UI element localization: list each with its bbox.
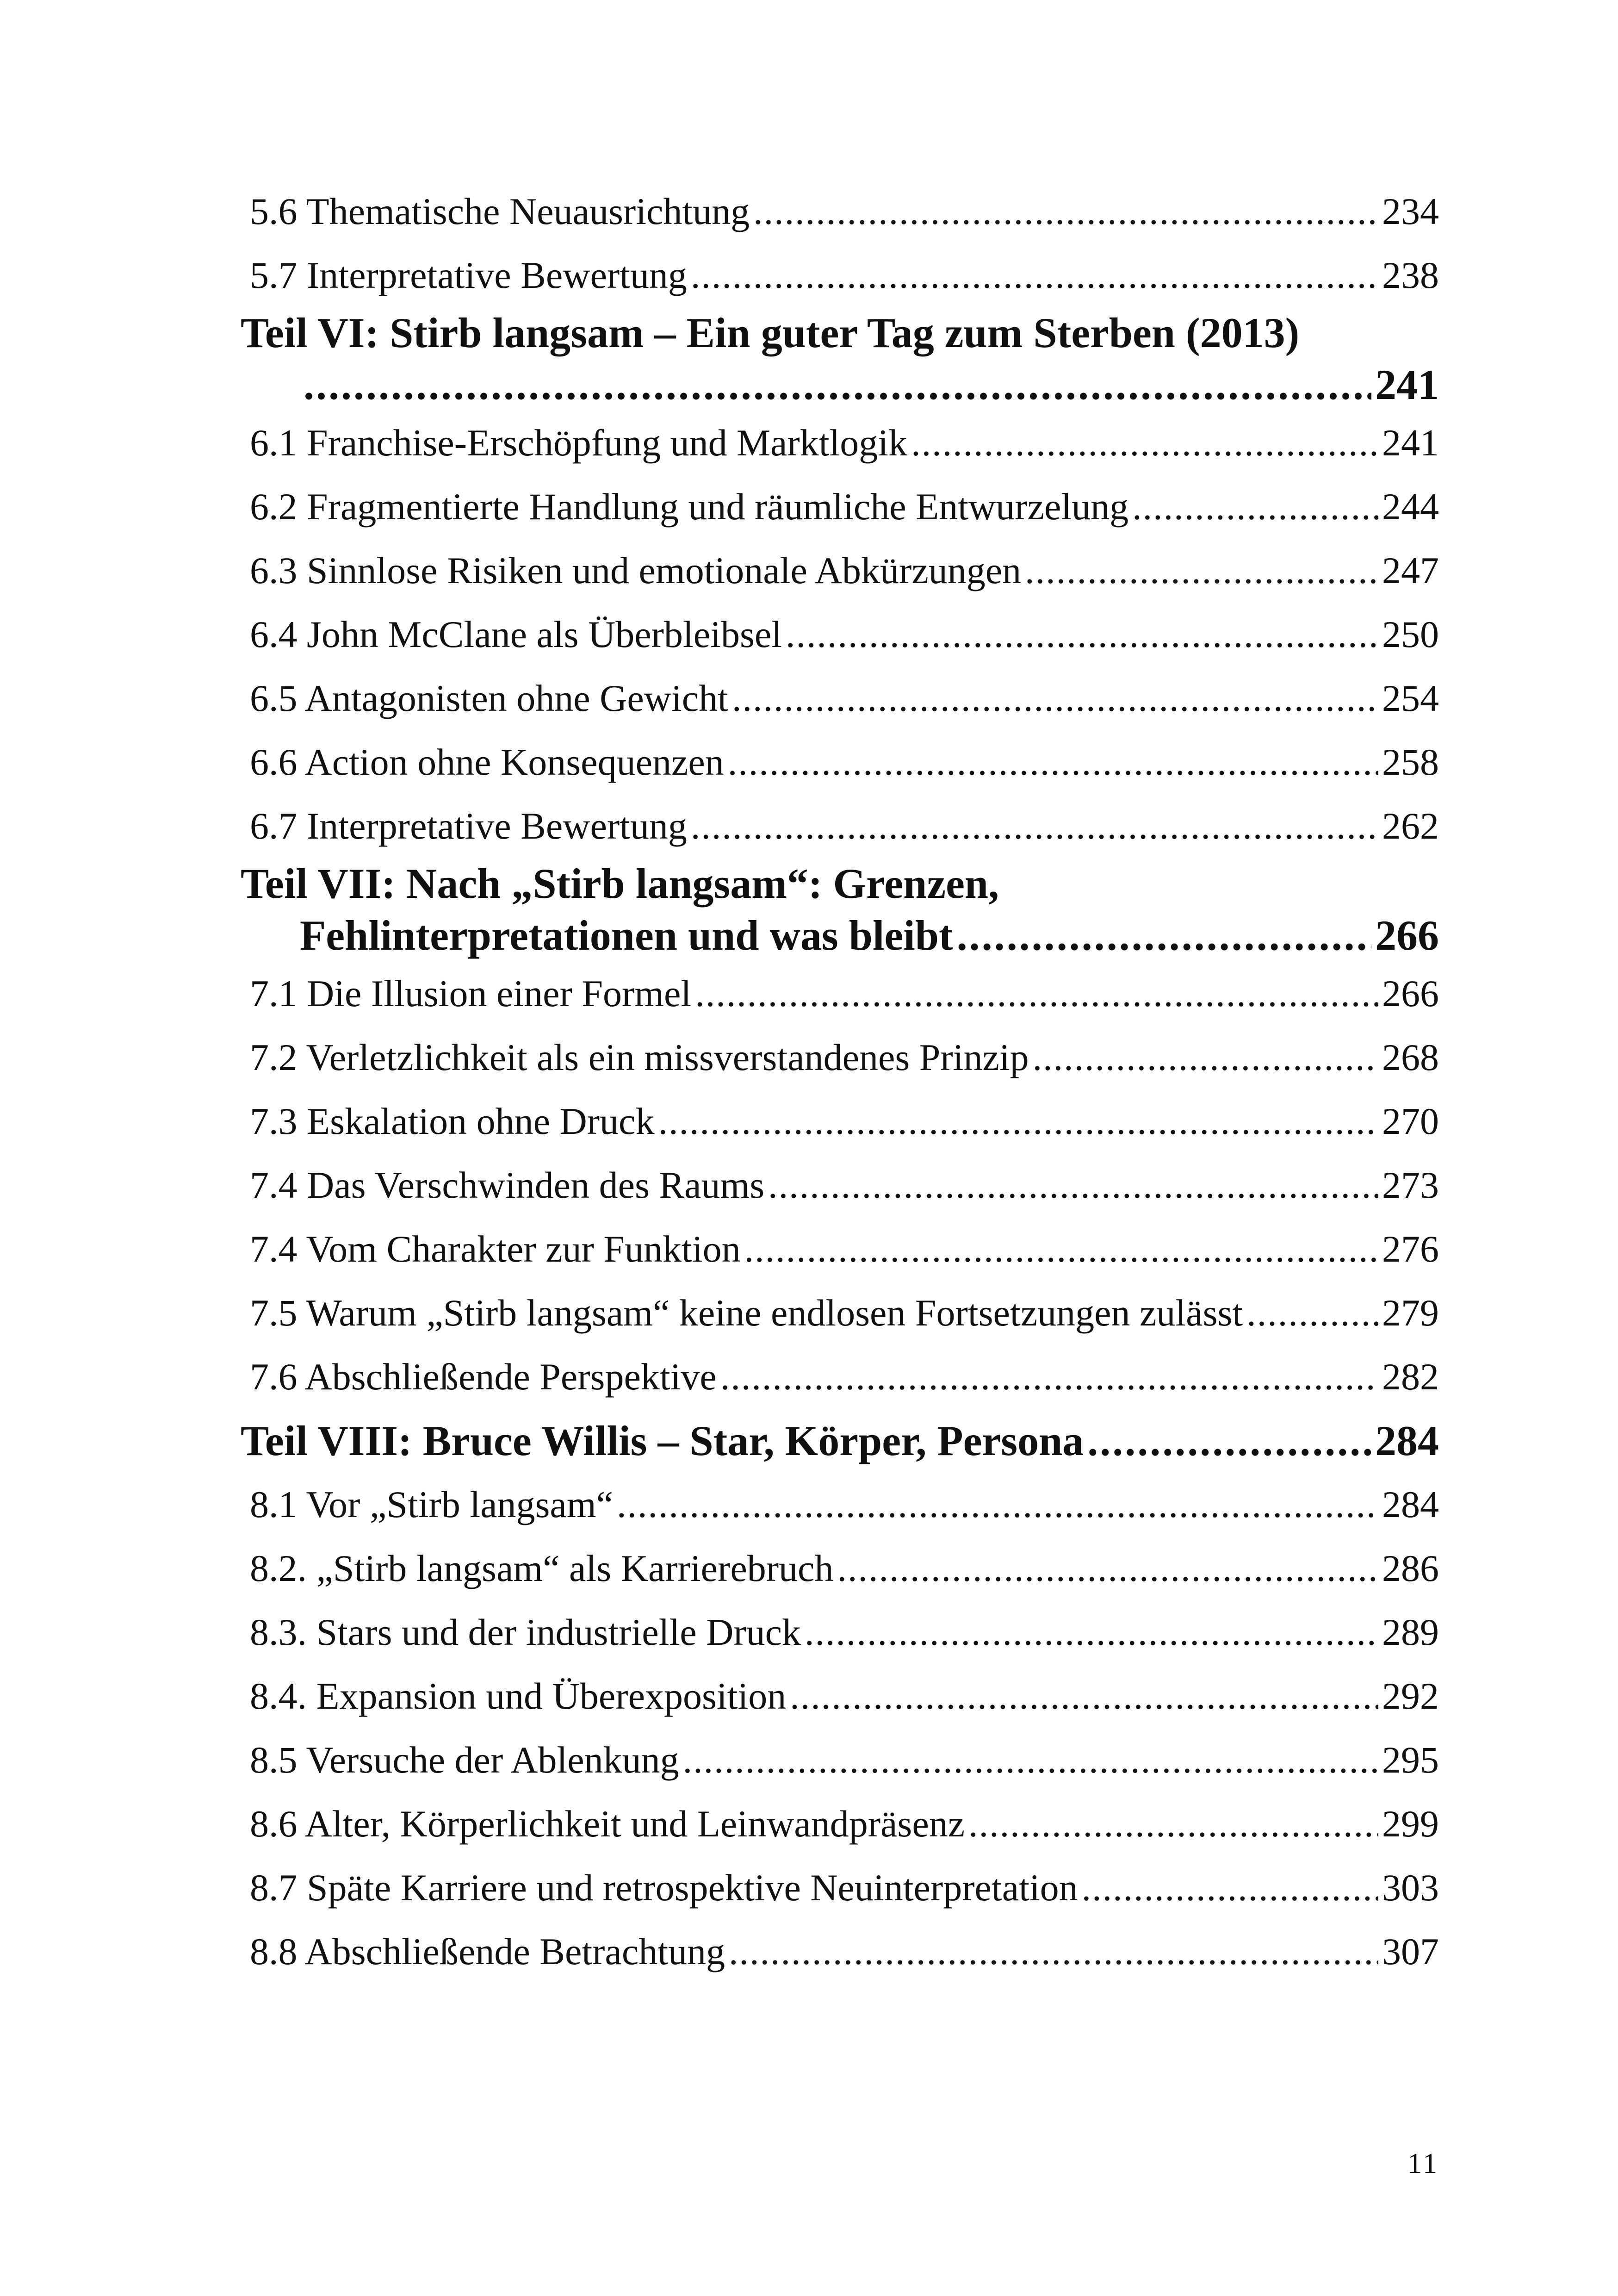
dot-leader [1025, 539, 1378, 603]
toc-entry[interactable] [241, 1217, 1439, 1281]
dot-leader [617, 1473, 1378, 1537]
toc-entry-page: 270 [1382, 1100, 1439, 1142]
toc-entry-page: 292 [1382, 1675, 1439, 1717]
toc-entry-title: 6.6 Action ohne Konsequenzen [250, 741, 724, 783]
toc-entry[interactable] [241, 1600, 1439, 1664]
dot-leader [695, 962, 1378, 1026]
toc-entry-title: 8.2. „Stirb langsam“ als Karrierebruch [250, 1547, 834, 1589]
toc-entry-title: 8.7 Späte Karriere und retrospektive Neuinterpretation [250, 1867, 1078, 1909]
dot-leader [1082, 1856, 1378, 1920]
toc-entry-page: 295 [1382, 1739, 1439, 1781]
toc-entry-page: 238 [1382, 254, 1439, 296]
toc-entry-page: 250 [1382, 613, 1439, 655]
toc-entry-title: 6.3 Sinnlose Risiken und emotionale Abkürzungen [250, 549, 1022, 591]
toc-entry-title: 8.6 Alter, Körperlichkeit und Leinwandpräsenz [250, 1803, 965, 1845]
dot-leader [732, 666, 1378, 730]
toc-entry[interactable] [241, 1473, 1439, 1537]
toc-entry[interactable] [241, 475, 1439, 539]
dot-leader [683, 1728, 1378, 1792]
dot-leader [837, 1537, 1378, 1600]
dot-leader [753, 180, 1378, 243]
dot-leader [1246, 1281, 1378, 1345]
toc-entry-title: 6.7 Interpretative Bewertung [250, 805, 687, 847]
dot-leader [658, 1089, 1378, 1153]
toc-entry-page: 258 [1382, 741, 1439, 783]
toc-entry-page: 307 [1382, 1930, 1439, 1972]
part-heading-line [241, 359, 1439, 411]
toc-entry-page: 273 [1382, 1164, 1439, 1206]
toc-entry-page: 254 [1382, 677, 1439, 719]
toc-entry-page: 299 [1382, 1803, 1439, 1845]
toc-entry[interactable] [241, 794, 1439, 858]
toc-entry[interactable] [241, 666, 1439, 730]
toc-entry[interactable] [241, 1281, 1439, 1345]
dot-leader [911, 411, 1378, 475]
toc-entry-page: 303 [1382, 1867, 1439, 1909]
toc-entry-page: 241 [1382, 422, 1439, 464]
toc-entry-title: 5.6 Thematische Neuausrichtung [250, 190, 750, 232]
part-heading-page: 266 [1375, 912, 1439, 959]
part-heading-line [241, 910, 1439, 962]
toc-entry-title: 7.5 Warum „Stirb langsam“ keine endlosen Fortsetzungen zulässt [250, 1292, 1243, 1334]
toc-entry-title: 6.1 Franchise-Erschöpfung und Marktlogik [250, 422, 908, 464]
dot-leader [768, 1153, 1378, 1217]
toc-entry[interactable] [241, 962, 1439, 1026]
toc-entry-title: 8.8 Abschließende Betrachtung [250, 1930, 725, 1972]
part-heading-title: Teil VII: Nach „Stirb langsam“: Grenzen, [241, 860, 999, 907]
toc-entry-title: 7.4 Vom Charakter zur Funktion [250, 1228, 741, 1270]
dot-leader [1087, 1409, 1371, 1473]
toc-entry[interactable] [241, 1728, 1439, 1792]
dot-leader [968, 1792, 1378, 1856]
toc-entry-title: 7.1 Die Illusion einer Formel [250, 972, 692, 1014]
part-heading-line [241, 858, 1439, 910]
toc-part-heading[interactable] [241, 1409, 1439, 1473]
toc-part-heading[interactable] [241, 858, 1439, 962]
toc-entry[interactable] [241, 180, 1439, 243]
toc-part-heading[interactable] [241, 307, 1439, 411]
toc-entry[interactable] [241, 411, 1439, 475]
part-heading-title: Teil VIII: Bruce Willis – Star, Körper, Persona [241, 1417, 1084, 1464]
toc-entry[interactable] [241, 1089, 1439, 1153]
toc-entry-page: 289 [1382, 1611, 1439, 1653]
dot-leader [691, 794, 1378, 858]
dot-leader [728, 730, 1378, 794]
toc-entry-page: 284 [1382, 1483, 1439, 1525]
toc-entry-title: 7.6 Abschließende Perspektive [250, 1356, 717, 1398]
dot-leader [805, 1600, 1378, 1664]
toc-entry[interactable] [241, 1537, 1439, 1600]
toc-entry[interactable] [241, 1856, 1439, 1920]
dot-leader [1132, 475, 1378, 539]
part-heading-page: 284 [1375, 1417, 1439, 1464]
toc-entry-title: 6.4 John McClane als Überbleibsel [250, 613, 782, 655]
toc-entry-page: 244 [1382, 485, 1439, 528]
dot-leader [691, 243, 1378, 307]
page-number: 11 [1407, 2148, 1439, 2179]
toc-entry-page: 262 [1382, 805, 1439, 847]
toc-entry-page: 234 [1382, 190, 1439, 232]
toc-entry-page: 247 [1382, 549, 1439, 591]
toc-entry-title: 8.1 Vor „Stirb langsam“ [250, 1483, 614, 1525]
dot-leader [304, 359, 1371, 410]
toc-entry-title: 7.4 Das Verschwinden des Raums [250, 1164, 765, 1206]
toc-entry[interactable] [241, 1026, 1439, 1089]
toc-entry[interactable] [241, 243, 1439, 307]
dot-leader [957, 910, 1371, 961]
toc-entry-title: 5.7 Interpretative Bewertung [250, 254, 687, 296]
toc-entry-page: 266 [1382, 972, 1439, 1014]
toc-entry[interactable] [241, 1920, 1439, 1984]
toc-entry[interactable] [241, 1792, 1439, 1856]
part-heading-line [241, 307, 1439, 359]
table-of-contents [241, 180, 1439, 1984]
part-heading-title: Teil VI: Stirb langsam – Ein guter Tag zum Sterben (2013) [241, 309, 1300, 356]
toc-entry-page: 268 [1382, 1036, 1439, 1078]
dot-leader [744, 1217, 1378, 1281]
part-heading-title-continued: Fehlinterpretationen und was bleibt [300, 912, 953, 959]
dot-leader [786, 603, 1378, 666]
toc-entry-title: 6.5 Antagonisten ohne Gewicht [250, 677, 728, 719]
dot-leader [729, 1920, 1378, 1984]
toc-entry[interactable] [241, 730, 1439, 794]
toc-entry-title: 6.2 Fragmentierte Handlung und räumliche Entwurzelung [250, 485, 1129, 528]
toc-entry-page: 282 [1382, 1356, 1439, 1398]
toc-entry-title: 7.2 Verletzlichkeit als ein missverstandenes Prinzip [250, 1036, 1029, 1078]
dot-leader [720, 1345, 1378, 1409]
toc-entry-title: 7.3 Eskalation ohne Druck [250, 1100, 655, 1142]
dot-leader [1033, 1026, 1378, 1089]
toc-entry-page: 279 [1382, 1292, 1439, 1334]
toc-entry-title: 8.3. Stars und der industrielle Druck [250, 1611, 801, 1653]
toc-entry[interactable] [241, 603, 1439, 666]
part-heading-page: 241 [1375, 361, 1439, 408]
toc-entry-title: 8.5 Versuche der Ablenkung [250, 1739, 679, 1781]
toc-entry[interactable] [241, 539, 1439, 603]
toc-entry[interactable] [241, 1153, 1439, 1217]
toc-entry-page: 276 [1382, 1228, 1439, 1270]
toc-entry[interactable] [241, 1664, 1439, 1728]
toc-entry-page: 286 [1382, 1547, 1439, 1589]
toc-entry[interactable] [241, 1345, 1439, 1409]
dot-leader [790, 1664, 1378, 1728]
toc-entry-title: 8.4. Expansion und Überexposition [250, 1675, 787, 1717]
